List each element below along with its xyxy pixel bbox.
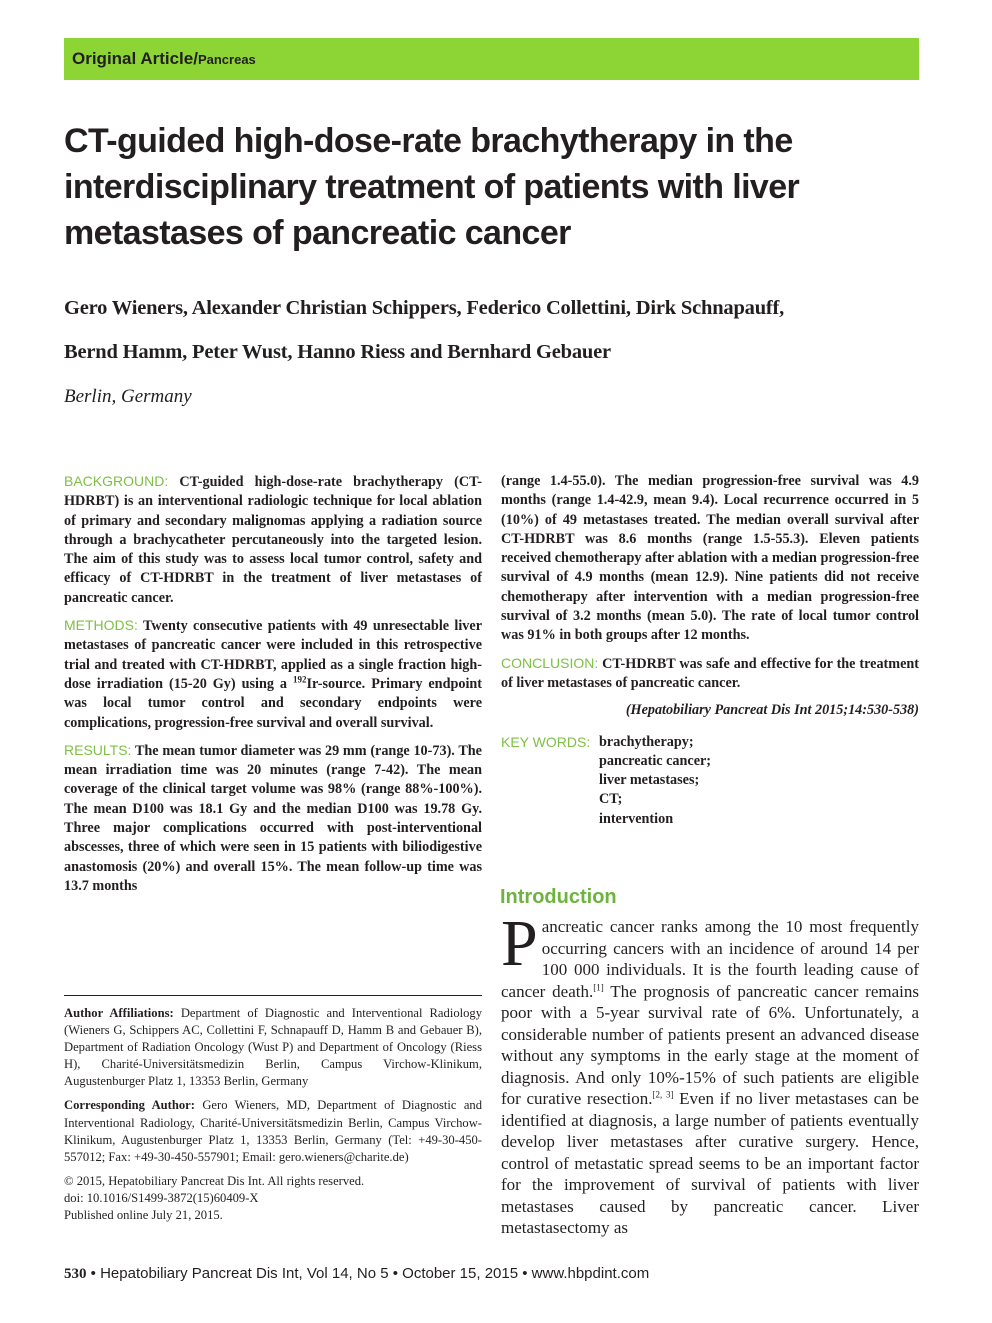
methods-text-pre: Twenty consecutive patients with 49 unresectable liver metastases of pancreatic cancer were included in this retrospective trial and treated with CT-HDRBT, applied as a single fraction high-dose irradiation (15-20 Gy) using a [64, 618, 482, 692]
article-title: CT-guided high-dose-rate brachytherapy in the interdisciplinary treatment of patients with liver metastases of pancreatic cancer [64, 122, 800, 252]
keywords-label: KEY WORDS: [501, 733, 591, 750]
publication-info [64, 1173, 482, 1224]
results-label: RESULTS: [64, 741, 132, 758]
section-label [72, 49, 256, 69]
section-separator: / [193, 49, 198, 68]
intro-text-1: ancreatic cancer ranks among the 10 most frequently occurring cancers with an incidence of around 14 per 100 000 individuals. It is the fourth leading cause of cancer death. [501, 917, 919, 1001]
drop-cap: P [501, 907, 538, 980]
journal-info: • Hepatobiliary Pancreat Dis Int, Vol 14, No 5 • October 15, 2015 • www.hbpdint.com [86, 1265, 650, 1282]
authors-line-1: Gero Wieners, Alexander Christian Schippers, Federico Collettini, Dirk Schnapauff, [64, 297, 785, 319]
introduction-heading: Introduction [500, 886, 617, 908]
keywords-list [599, 733, 711, 829]
abstract-left-column [64, 472, 482, 904]
abstract-background [64, 472, 482, 608]
corresponding-author [64, 1097, 482, 1165]
authors-line-2: Bernd Hamm, Peter Wust, Hanno Riess and Bernhard Gebauer [64, 341, 611, 363]
section-label-main: Original Article [72, 49, 194, 68]
methods-label: METHODS: [64, 617, 138, 634]
affiliations-divider [64, 995, 482, 996]
abstract-right-column [501, 472, 919, 833]
keyword-item: liver metastases; [599, 772, 700, 789]
doi-text: doi: 10.1016/S1499-3872(15)60409-X [64, 1190, 259, 1205]
background-label: BACKGROUND: [64, 473, 169, 489]
abstract-methods [64, 616, 482, 733]
author-affiliations [64, 1005, 482, 1090]
background-text: CT-guided high-dose-rate brachytherapy (CT-HDRBT) is an interventional radiologic technique for local ablation of primary and secondary malignomas applying a radiation source through a brachycatheter percutaneously into the targeted lesion. The aim of this study was to assess local tumor control, safety and efficacy of CT-HDRBT in the treatment of liver metastases of pancreatic cancer. [64, 474, 482, 606]
author-location: Berlin, Germany [64, 386, 192, 407]
keyword-item: intervention [599, 810, 674, 827]
isotope-superscript: 192 [293, 674, 307, 685]
author-affiliations-text: Department of Diagnostic and Interventional Radiology (Wieners G, Schippers AC, Collettini F, Schnapauff D, Hamm B and Gebauer B), Department of Radiation Oncology (Wust P) and Department of Oncology (Riess H), Charité-Universitätsmedizin Berlin, Campus Virchow-Klinikum, Augustenburger Platz 1, 13353 Berlin, Germany [64, 1006, 482, 1089]
corresponding-author-label: Corresponding Author: [64, 1098, 195, 1113]
citation: (Hepatobiliary Pancreat Dis Int 2015;14:530-538) [625, 702, 919, 719]
keywords-block [501, 733, 919, 833]
conclusion-label: CONCLUSION: [501, 654, 599, 671]
reference-2-3[interactable]: [2, 3] [652, 1089, 674, 1100]
published-date: Published online July 21, 2015. [64, 1208, 223, 1223]
results-text-left: The mean tumor diameter was 29 mm (range 10-73). The mean irradiation time was 20 minutes (range 7-42). The mean coverage of the clinical target volume was 98% (range 88%-100%). The mean D100 was 18.1 Gy and the median D100 was 19.78 Gy. Three major complications occurred with post-interventional abscesses, three of which were seen in 15 patients with biliodigestive anastomosis (20%) and overall 15%. The mean follow-up time was 13.7 months [64, 742, 482, 894]
conclusion-text: CT-HDRBT was safe and effective for the treatment of liver metastases of pancreatic cancer. [501, 655, 920, 691]
copyright-text: © 2015, Hepatobiliary Pancreat Dis Int. All rights reserved. [64, 1173, 365, 1188]
reference-1[interactable]: [1] [593, 981, 604, 992]
author-affiliations-label: Author Affiliations: [64, 1006, 174, 1020]
affiliations-box [64, 1005, 482, 1231]
introduction-body [501, 907, 919, 1239]
keyword-item: brachytherapy; [599, 733, 694, 750]
corresponding-author-text: Gero Wieners, MD, Department of Diagnostic and Interventional Radiology, Charité-Universitätsmedizin Berlin, Campus Virchow-Klinikum, Augustenburger Platz 1, 13353 Berlin, Germany (Tel: +49-30-450-557012; Fax: +49-30-450-557901; Email: gero.wieners@charite.de) [64, 1098, 482, 1164]
results-text-right: (range 1.4-55.0). The median progression-free survival was 4.9 months (range 1.4-42.9, mean 9.4). Local recurrence occurred in 5 (10%) of 49 metastases treated. The median overall survival after CT-HDRBT was 8.6 months (range 1.5-55.3). Eleven patients received chemotherapy after ablation with a median progression-free survival of 4.9 months (mean 12.9). Nine patients did not receive chemotherapy after intervention with a median progression-free survival of 3.2 months (mean 5.0). The rate of local tumor control was 91% in both groups after 12 months. [501, 473, 919, 644]
intro-text-3: Even if no liver metastases can be identified at diagnosis, a large number of patients eventually develop liver metastases after curative surgery. Hence, control of metastatic spread seems to be an important factor for the improvement of survival of patients with liver metastases caused by pancreatic cancer. Liver metastasectomy as [501, 1089, 919, 1237]
page-footer [64, 1265, 649, 1283]
abstract-results-continued [501, 472, 919, 646]
page-number: 530 [64, 1266, 87, 1282]
keyword-item: CT; [599, 791, 623, 808]
intro-text-2: The prognosis of pancreatic cancer remains poor with a 5-year survival rate of 6%. Unfortunately, a considerable number of patients present an advanced disease without any symptoms in the early stage at the moment of diagnosis. And only 10%-15% of such patients are eligible for curative resection. [501, 981, 919, 1108]
methods-text-post: Ir-source. Primary endpoint was local tumor control and secondary endpoints were complications, progression-free survival and overall survival. [64, 675, 483, 731]
subsection-label: Pancreas [197, 52, 256, 67]
keyword-item: pancreatic cancer; [599, 752, 712, 769]
abstract-results [64, 741, 482, 896]
abstract-conclusion [501, 654, 919, 694]
section-banner [64, 38, 919, 80]
